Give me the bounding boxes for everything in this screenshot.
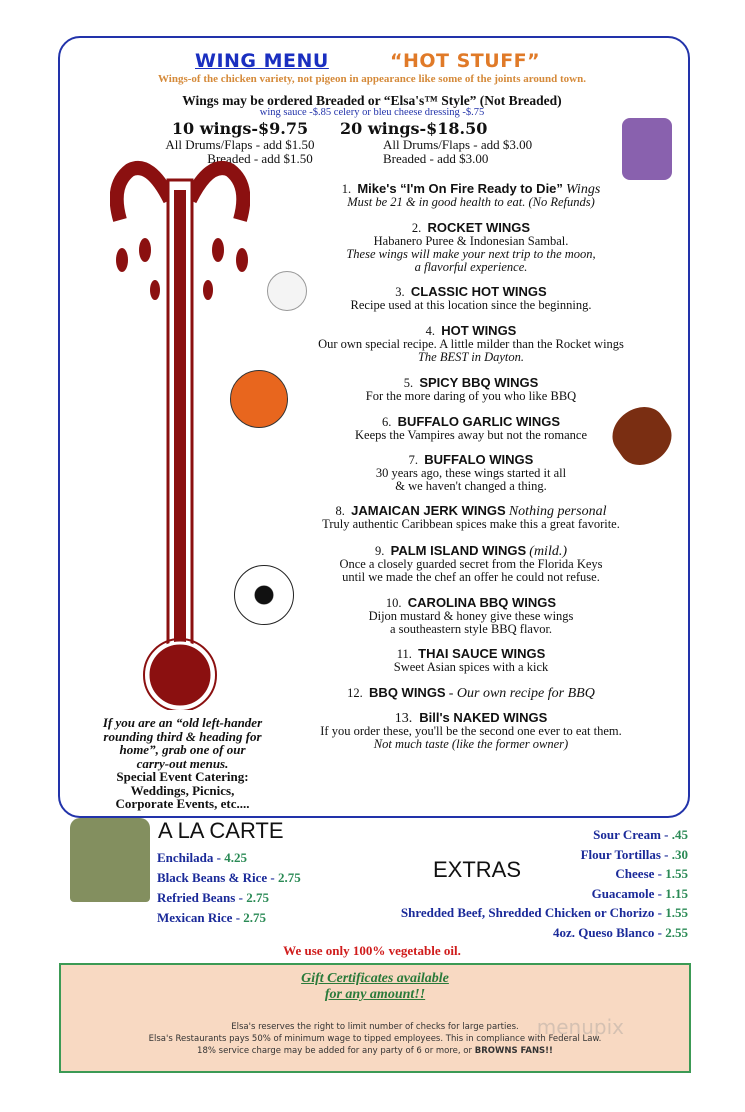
wing-description: For the more daring of you who like BBQ — [365, 389, 577, 403]
item-price: 4.25 — [224, 850, 247, 865]
wing-number: 13. — [394, 711, 413, 726]
wing-name-tail: Nothing personal — [508, 504, 607, 519]
note-line: Weddings, Picnics, — [130, 782, 235, 798]
wing-number: 8. — [335, 504, 345, 518]
wing-title — [296, 596, 646, 610]
a-la-carte-item — [157, 908, 301, 928]
wing-description: The BEST in Dayton. — [417, 350, 525, 364]
wing-title — [296, 221, 646, 235]
watermark: menupix — [536, 1015, 624, 1039]
wing-description: Once a closely guarded secret from the Florida Keys — [339, 557, 603, 571]
item-name: Cheese - — [615, 866, 666, 882]
price-breaded: Breaded - add $1.50 — [207, 151, 313, 166]
item-price: 1.55 — [665, 905, 688, 921]
price-drums: All Drums/Flaps - add $3.00 — [383, 137, 533, 152]
wing-description: a southeastern style BBQ flavor. — [389, 622, 553, 636]
extras-item — [401, 903, 688, 923]
thermometer-illustration — [110, 160, 250, 710]
wing-item — [296, 544, 646, 584]
gift-certificate-box — [59, 963, 691, 1073]
wing-description: Keeps the Vampires away but not the romance — [355, 428, 587, 442]
wing-title — [296, 285, 646, 299]
price-20 — [340, 119, 540, 166]
wing-title — [296, 376, 646, 390]
wing-number: 4. — [425, 324, 435, 338]
wing-number: 6. — [381, 415, 392, 429]
tagline: Wings-of the chicken variety, not pigeon in appearance like some of the joints around town. — [158, 73, 586, 85]
wing-name: CAROLINA BBQ WINGS — [407, 595, 557, 610]
note-line: rounding third & heading for — [103, 728, 262, 744]
wing-name: Bill's NAKED WINGS — [419, 710, 548, 725]
item-name: Mexican Rice - — [157, 910, 244, 925]
menu-subtitle-title: “HOT STUFF” — [390, 50, 541, 72]
price-title: 20 wings-$18.50 — [340, 119, 488, 138]
item-name: Flour Tortillas - — [580, 846, 672, 862]
wing-name-tail: (mild.) — [529, 544, 567, 559]
extras-list — [401, 825, 688, 943]
wing-number: 2. — [411, 221, 422, 235]
wing-name: BBQ WINGS — [369, 685, 446, 700]
wing-item — [296, 596, 646, 636]
extras-item — [401, 845, 688, 865]
wing-name: HOT WINGS — [441, 323, 517, 338]
wing-number: 7. — [408, 453, 419, 467]
wing-number: 5. — [403, 376, 414, 390]
wing-description: Must be 21 & in good health to eat. (No Refunds) — [347, 195, 595, 209]
basketball-icon — [230, 370, 288, 428]
item-name: Guacamole - — [591, 885, 666, 901]
wing-item — [296, 182, 646, 209]
item-price: .30 — [671, 846, 688, 862]
oil-note: We use only 100% vegetable oil. — [283, 943, 461, 958]
wing-name: BUFFALO GARLIC WINGS — [397, 414, 561, 429]
price-drums: All Drums/Flaps - add $1.50 — [165, 137, 315, 152]
a-la-carte-item — [157, 888, 301, 908]
wing-name-tail: - Our own recipe for BBQ — [448, 686, 595, 701]
item-price: 2.75 — [246, 890, 269, 905]
wing-description: Not much taste (like the former owner) — [373, 737, 569, 751]
extras-title: EXTRAS — [433, 857, 522, 882]
a-la-carte-item — [157, 848, 301, 868]
service-charge-line — [61, 1045, 689, 1057]
wing-title — [296, 504, 646, 518]
item-price: 2.75 — [277, 870, 301, 885]
wing-description: These wings will make your next trip to the moon, — [346, 247, 596, 261]
extras-item — [401, 825, 688, 845]
wing-description: Dijon mustard & honey give these wings — [368, 609, 574, 623]
policy-line: Elsa's Restaurants pays 50% of minimum wage to tipped employees. This in compliance with Federal Law. — [148, 1034, 602, 1044]
item-name: 4oz. Queso Blanco - — [552, 924, 666, 940]
item-price: 1.15 — [665, 885, 688, 901]
wing-item — [296, 415, 646, 442]
wing-title — [296, 415, 646, 429]
wing-number: 3. — [395, 285, 405, 299]
baseball-players-illustration — [622, 118, 672, 180]
wing-description: Sweet Asian spices with a kick — [393, 660, 549, 674]
order-note: Wings may be ordered Breaded or “Elsa's™ Style” (Not Breaded) — [182, 93, 562, 108]
item-price: 2.75 — [243, 910, 267, 925]
wing-item — [296, 711, 646, 751]
wing-description: Habanero Puree & Indonesian Sambal. — [373, 234, 569, 248]
menu-title: WING MENU — [195, 50, 329, 72]
gift-line: Gift Certificates available — [301, 971, 449, 986]
wing-item — [296, 504, 646, 531]
wing-item — [296, 324, 646, 364]
item-price: .45 — [671, 827, 688, 842]
wing-title — [296, 544, 646, 558]
item-name: Black Beans & Rice - — [157, 870, 278, 885]
wing-description: 30 years ago, these wings started it all — [375, 466, 567, 480]
note-line: home”, grab one of our — [119, 742, 246, 757]
wing-item — [296, 453, 646, 493]
wing-description: If you order these, you'll be the second one ever to eat them. — [320, 724, 622, 738]
carryout-note — [70, 716, 295, 811]
extras-item — [401, 884, 688, 904]
wing-name: BUFFALO WINGS — [424, 452, 534, 467]
wing-number: 1. — [341, 182, 352, 196]
wing-name: CLASSIC HOT WINGS — [410, 284, 547, 299]
note-line: Special Event Catering: — [116, 769, 249, 784]
wing-item — [296, 376, 646, 403]
item-name: Refried Beans - — [157, 890, 247, 905]
note-line: Corporate Events, etc.... — [115, 796, 250, 811]
wing-name: PALM ISLAND WINGS — [390, 543, 527, 558]
item-price: 2.55 — [665, 924, 688, 940]
a-la-carte-title: A LA CARTE — [158, 818, 284, 843]
wing-title — [296, 647, 646, 661]
gift-line: for any amount!! — [324, 987, 426, 1002]
item-name: Shredded Beef, Shredded Chicken or Chorizo - — [400, 905, 666, 921]
wing-description: Our own special recipe. A little milder than the Rocket wings — [318, 337, 624, 351]
price-title: 10 wings-$9.75 — [171, 119, 309, 138]
wing-number: 9. — [375, 544, 385, 558]
price-breaded: Breaded - add $3.00 — [383, 151, 489, 166]
wing-name: JAMAICAN JERK WINGS — [351, 503, 506, 518]
wing-name: THAI SAUCE WINGS — [418, 646, 546, 661]
wing-item — [296, 686, 646, 700]
extras-item — [401, 864, 688, 884]
wing-item — [296, 221, 646, 274]
wing-number: 10. — [385, 596, 402, 610]
wing-item — [296, 285, 646, 312]
price-10 — [140, 119, 340, 166]
wing-description: & we haven't changed a thing. — [395, 479, 547, 493]
wing-number: 11. — [396, 647, 412, 661]
wing-name-tail: Wings — [566, 182, 601, 197]
wing-title — [296, 686, 646, 700]
wing-description: until we made the chef an offer he could not refuse. — [342, 570, 600, 584]
wing-number: 12. — [347, 686, 363, 700]
wing-description: Recipe used at this location since the beginning. — [350, 298, 592, 312]
item-name: Enchilada - — [157, 850, 225, 865]
wing-name: Mike's “I'm On Fire Ready to Die” — [357, 181, 563, 196]
wing-name: SPICY BBQ WINGS — [419, 375, 539, 390]
hockey-goalie-illustration — [70, 818, 150, 902]
wing-description: Truly authentic Caribbean spices make this a great favorite. — [322, 517, 620, 531]
extras-item — [401, 923, 688, 943]
note-line: If you are an “old left-hander — [102, 715, 263, 730]
policy-line: Elsa's reserves the right to limit number of checks for large parties. — [231, 1022, 519, 1032]
wing-item — [296, 647, 646, 674]
wing-name: ROCKET WINGS — [427, 220, 531, 235]
browns-fans: BROWNS FANS!! — [474, 1046, 553, 1056]
wing-title — [296, 182, 646, 196]
wing-title — [296, 324, 646, 338]
item-name: Sour Cream - — [593, 827, 672, 842]
service-text: 18% service charge may be added for any party of 6 or more, or — [197, 1046, 475, 1056]
wing-description: a flavorful experience. — [414, 260, 528, 274]
wing-title — [296, 711, 646, 725]
soccer-ball-icon — [234, 565, 294, 625]
item-price: 1.55 — [665, 866, 688, 882]
wing-title — [296, 453, 646, 467]
a-la-carte-list — [157, 848, 301, 928]
a-la-carte-item — [157, 868, 301, 888]
note-line: carry-out menus. — [136, 755, 229, 771]
sauce-note: wing sauce -$.85 celery or bleu cheese dressing -$.75 — [259, 107, 485, 118]
